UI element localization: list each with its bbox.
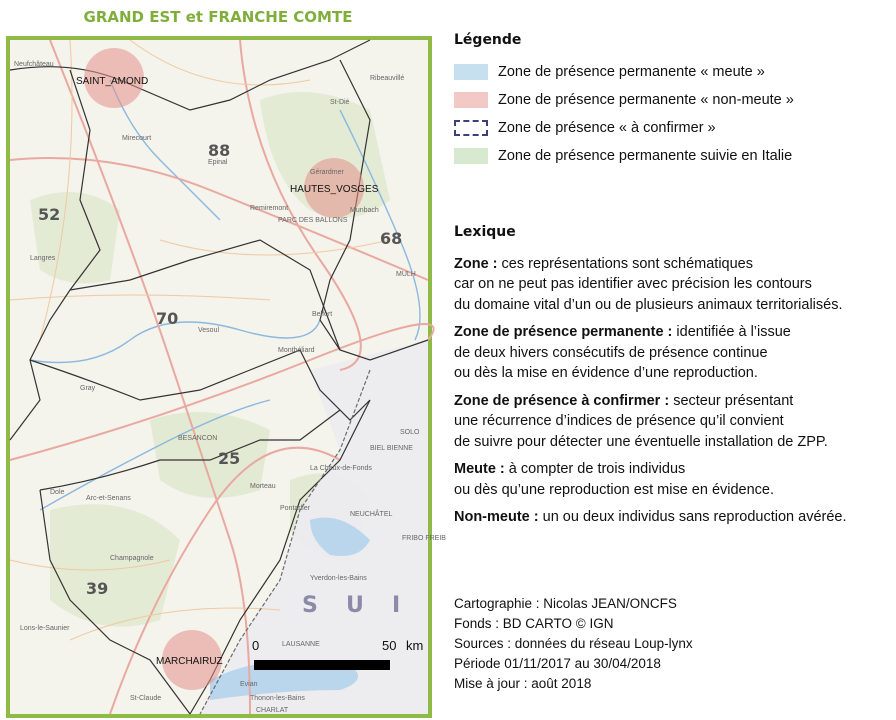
place-name: Remiremont: [250, 205, 289, 212]
place-name: Munbach: [350, 207, 379, 214]
place-name: Gérardmer: [310, 169, 344, 176]
zone-label-marchairuz: MARCHAIRUZ: [156, 656, 223, 667]
place-name: NEUCHÂTEL: [350, 511, 393, 518]
zone-label-hautes-vosges: HAUTES_VOSGES: [290, 184, 379, 195]
credit-fonds: Fonds : BD CARTO © IGN: [454, 616, 614, 631]
place-name: SOLO: [400, 429, 420, 436]
lexicon-text: une récurrence d’indices de présence qu’il convient: [454, 413, 784, 429]
legend-item-meute: [454, 58, 884, 86]
lexicon-text: ou dès la mise en évidence d’une reproduction.: [454, 365, 758, 381]
legend-item-a-confirmer: [454, 114, 884, 142]
legend-swatch-a-confirmer: [454, 120, 488, 136]
lexicon-text: secteur présentant: [673, 392, 794, 409]
legend-label: Zone de présence permanente « meute »: [498, 64, 765, 80]
lexicon-text: ces représentations sont schématiques: [501, 255, 754, 272]
credit-sources: Sources : données du réseau Loup-lynx: [454, 636, 693, 651]
legend-label: Zone de présence permanente « non-meute »: [498, 92, 794, 108]
scale-end: 50: [382, 638, 397, 653]
legend-title: Légende: [454, 32, 522, 48]
lexicon-title: Lexique: [454, 224, 516, 240]
scale-start: 0: [252, 638, 260, 653]
place-name: St-Dié: [330, 99, 350, 106]
department-number-39: 39: [86, 579, 109, 598]
country-letter-s: S: [302, 593, 318, 618]
place-name: Ribeauvillé: [370, 75, 405, 82]
legend-item-non-meute: [454, 86, 884, 114]
map-frame[interactable]: [6, 36, 446, 718]
place-name: Lons-le-Saunier: [20, 625, 70, 632]
legend-label: Zone de présence « à confirmer »: [498, 120, 716, 136]
lexicon-entry-non-meute: [454, 507, 890, 528]
legend-swatch-italie: [454, 148, 488, 164]
lexicon-text: car on ne peut pas identifier avec précision les contours: [454, 276, 812, 292]
place-name: PARC DES BALLONS: [278, 217, 348, 224]
place-name: Yverdon-les-Bains: [310, 575, 367, 582]
legend-item-italie: [454, 142, 884, 170]
department-number-88: 88: [208, 141, 231, 160]
lexicon-text: de suivre pour détecter une éventuelle installation de ZPP.: [454, 433, 828, 450]
lexicon-term: Zone :: [454, 255, 498, 272]
lexicon-text: du domaine vital d’un ou de plusieurs animaux territorialisés.: [454, 296, 843, 313]
map-canvas[interactable]: [10, 40, 446, 714]
place-name: FRIBO FREIB: [402, 535, 446, 542]
lexicon-term: Zone de présence permanente :: [454, 324, 673, 340]
credit-cartographie: Cartographie : Nicolas JEAN/ONCFS: [454, 596, 677, 611]
credits: [454, 594, 884, 694]
credit-periode: Période 01/11/2017 au 30/04/2018: [454, 656, 661, 671]
department-number-52: 52: [38, 205, 61, 224]
place-name: Mirecourt: [122, 135, 152, 142]
place-name: Arc-et-Senans: [86, 495, 131, 502]
place-name: Epinal: [208, 159, 228, 166]
map-title: GRAND EST et FRANCHE COMTE: [83, 8, 353, 26]
legend: [454, 32, 884, 170]
department-number-70: 70: [156, 309, 179, 328]
place-name: Champagnole: [110, 555, 154, 562]
place-name: La Chaux-de-Fonds: [310, 465, 372, 472]
place-name: BESANCON: [178, 435, 218, 442]
legend-label: Zone de présence permanente suivie en Italie: [498, 148, 793, 164]
place-name: St-Claude: [130, 695, 162, 702]
place-name: Neufchâteau: [14, 61, 54, 68]
credit-mise-a-jour: Mise à jour : août 2018: [454, 676, 592, 691]
place-name: Evian: [240, 681, 258, 688]
place-name: Vesoul: [198, 327, 220, 334]
lexicon-term: Non-meute :: [454, 509, 539, 525]
scale-unit: km: [406, 638, 424, 653]
place-name: LAUSANNE: [282, 641, 320, 648]
lexicon-text: à compter de trois individus: [508, 461, 686, 477]
country-letter-u: U: [346, 593, 364, 618]
place-name: BIEL BIENNE: [370, 445, 413, 452]
department-number-68: 68: [380, 229, 403, 248]
place-name: Morteau: [250, 483, 276, 490]
lexicon-text: identifiée à l’issue: [676, 324, 791, 340]
place-name: Montbéliard: [278, 347, 315, 354]
lexicon: [454, 222, 890, 535]
lexicon-text: un ou deux individus sans reproduction avérée.: [542, 509, 847, 525]
lexicon-term: Meute :: [454, 461, 505, 477]
lexicon-text: de deux hivers consécutifs de présence continue: [454, 344, 768, 361]
country-letter-i: I: [392, 593, 401, 618]
place-name: Gray: [80, 385, 96, 392]
lexicon-term: Zone de présence à confirmer :: [454, 392, 670, 409]
place-name: Dole: [50, 489, 65, 496]
legend-swatch-non-meute: [454, 92, 488, 108]
place-name: Belfort: [312, 311, 333, 318]
legend-swatch-meute: [454, 64, 488, 80]
place-name: MULH: [396, 271, 416, 278]
lexicon-text: ou dès qu’une reproduction est mise en évidence.: [454, 481, 775, 498]
lexicon-entry-zone-a-confirmer: [454, 391, 890, 453]
lexicon-entry-zone-permanente: [454, 322, 890, 384]
place-name: Langres: [30, 255, 56, 262]
lexicon-entry-zone: [454, 254, 890, 316]
department-number-25: 25: [218, 449, 241, 468]
place-name: CHARLAT: [256, 707, 289, 714]
zone-label-saint-amond: SAINT_AMOND: [76, 76, 149, 87]
lexicon-entry-meute: [454, 459, 890, 500]
place-name: Pontarlier: [280, 505, 310, 512]
place-name: Thonon-les-Bains: [250, 695, 305, 702]
